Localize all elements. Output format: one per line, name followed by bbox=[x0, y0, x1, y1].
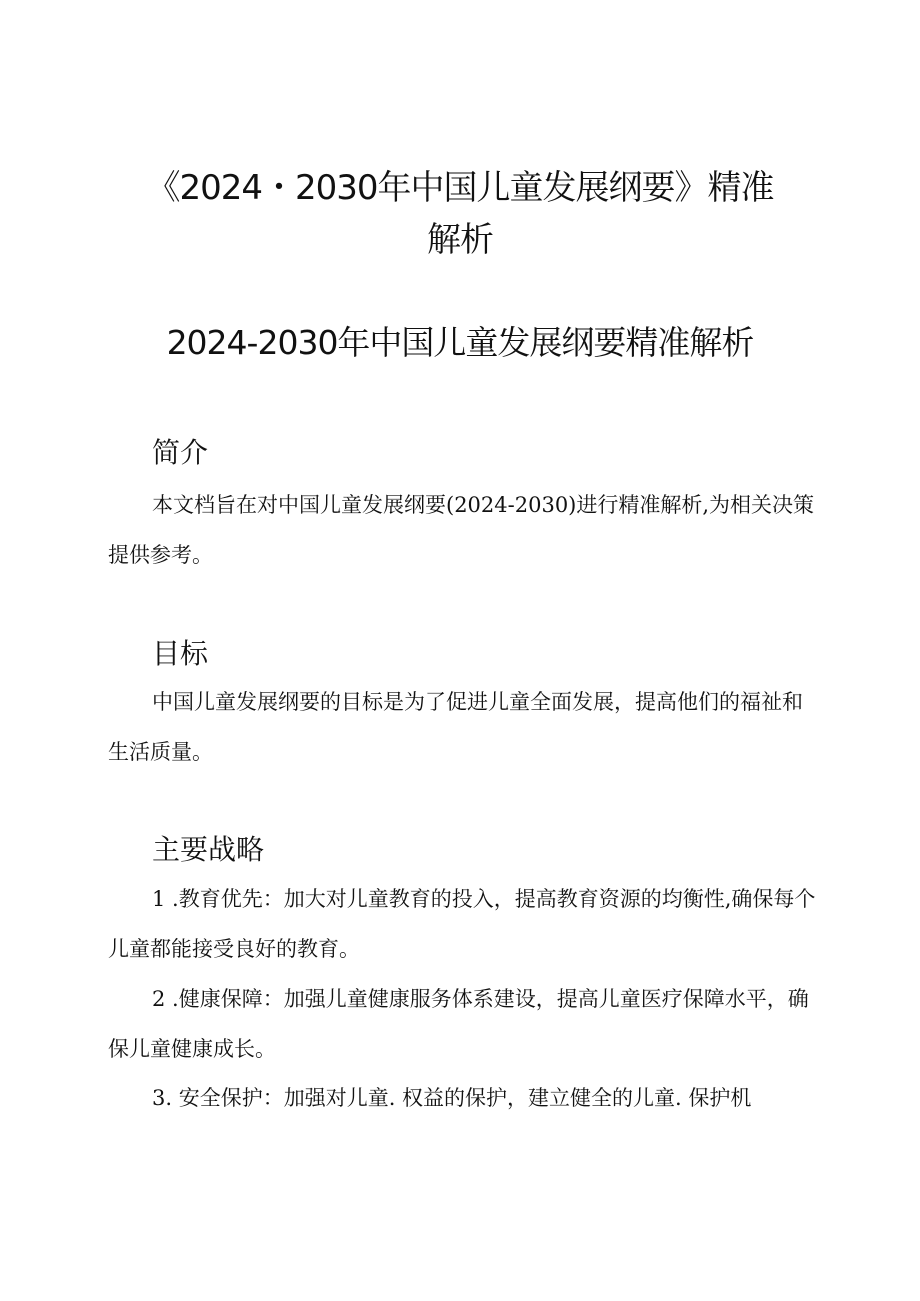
section-heading-goals: 目标 bbox=[152, 637, 209, 670]
paragraph-intro-text: 本文档旨在对中国儿童发展纲要(2024-2030)进行精准解析,为相关决策提供参考。 bbox=[108, 493, 815, 567]
paragraph-strategy-safety bbox=[108, 1073, 823, 1123]
document-subtitle: 2024-2030年中国儿童发展纲要精准解析 bbox=[166, 323, 754, 362]
document-title-line-1: 《2024・2030年中国儿童发展纲要》精准 bbox=[146, 168, 774, 208]
paragraph-strategy-safety-text: 3. 安全保护：加强对儿童. 权益的保护，建立健全的儿童. 保护机 bbox=[152, 1086, 752, 1110]
paragraph-intro bbox=[108, 480, 823, 580]
section-heading-strategies: 主要战略 bbox=[152, 833, 265, 866]
document-title-line-2: 解析 bbox=[427, 220, 493, 260]
section-heading-intro: 简介 bbox=[152, 436, 209, 469]
paragraph-strategy-health bbox=[108, 974, 823, 1074]
paragraph-goals bbox=[108, 677, 823, 777]
paragraph-strategy-education-text: 1 .教育优先：加大对儿童教育的投入，提高教育资源的均衡性,确保每个儿童都能接受良好的教育。 bbox=[108, 887, 816, 961]
document-title bbox=[120, 162, 800, 266]
paragraph-goals-text: 中国儿童发展纲要的目标是为了促进儿童全面发展，提高他们的福祉和生活质量。 bbox=[108, 690, 803, 764]
paragraph-strategy-education bbox=[108, 874, 823, 974]
paragraph-strategy-health-text: 2 .健康保障：加强儿童健康服务体系建设，提高儿童医疗保障水平，确保儿童健康成长。 bbox=[108, 987, 809, 1061]
